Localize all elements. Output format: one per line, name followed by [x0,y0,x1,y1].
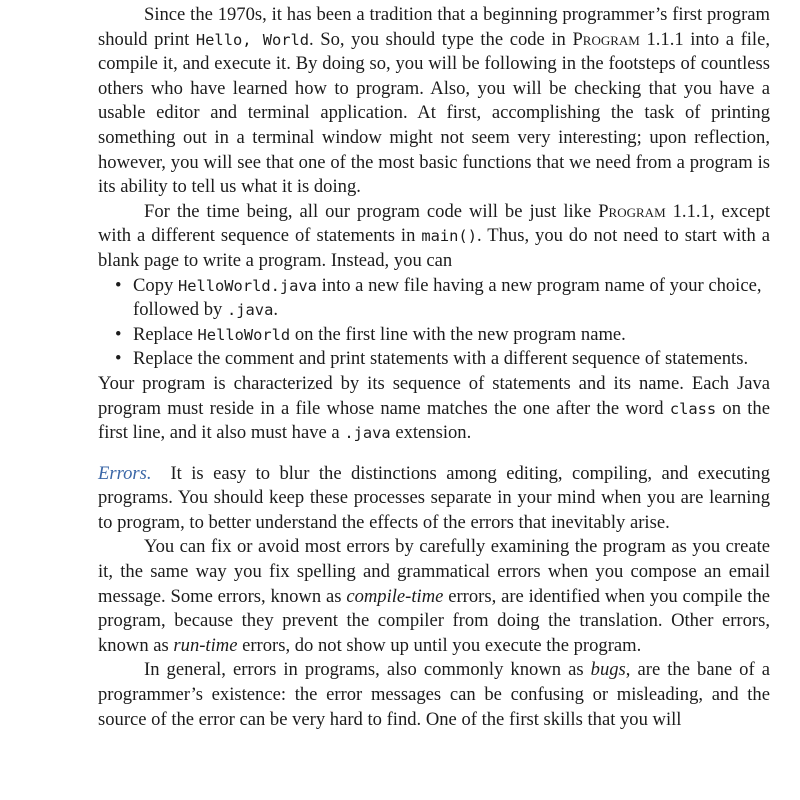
text: on the first line with the new program name. [290,323,626,345]
code-extension: .java [344,424,391,443]
text: In general, errors in programs, also commonly known as [144,659,591,681]
list-item [98,274,770,323]
bullet-icon: • [115,274,122,296]
paragraph-program-code [98,200,770,274]
term-run-time: run-time [173,634,238,656]
text: errors, do not show up until you execute the program. [237,634,642,656]
text: into a new file having a new program name of your choice, followed by [133,274,762,321]
text: extension. [390,422,472,444]
paragraph-program-name [98,372,770,446]
list-item [98,347,770,372]
text: . [273,299,278,321]
text: , are the bane of a programmer’s existence: the error messages can be confusing or misleading, and the source of the error can be very hard to find. One of the first skills that you will [98,659,770,730]
bullet-icon: • [115,348,122,370]
text: Since the 1970s, it has been a tradition that a beginning programmer’s first program should print [98,4,770,50]
paragraph-errors [98,462,770,536]
code-classname: HelloWorld [197,325,291,344]
text: Replace [133,323,198,345]
code-extension: .java [227,301,274,320]
program-ref: Program [598,200,666,222]
bullet-icon: • [115,323,122,345]
paragraph-error-kinds [98,535,770,658]
text: on the first line, and it also must have a [98,397,770,444]
text: For the time being, all our program code will be just like [144,200,599,222]
text: 1.1.1, except with a different sequence of statements in [98,200,770,247]
text: Your program is characterized by its sequence of statements and its name. Each Java program must reside in a file whose name matches the one after the word [98,372,770,419]
text: You can fix or avoid most errors by carefully examining the program as you create it, the same way you fix spelling and grammatical errors when you compose an email message. Some errors, known as [98,536,770,607]
paragraph-bugs [98,658,770,732]
list-item [98,323,770,348]
term-compile-time: compile-time [346,585,444,607]
text: . So, you should type the code in [309,28,573,50]
text: It is easy to blur the distinctions among editing, compiling, and executing programs. You should keep these processes separate in your mind when you are learning to program, to better understand the effects of the errors that inevitably arise. [98,462,771,533]
text: Copy [133,274,178,296]
term-bugs: bugs [590,659,626,681]
text: Replace the comment and print statements with a different sequence of statements. [133,348,749,370]
section-heading-errors: Errors. [98,462,152,484]
paragraph-hello-world [98,0,770,200]
steps-list [98,274,770,372]
text: errors, are identified when you compile the program, because they prevent the compiler from doing the translation. Other errors, known as [98,585,770,656]
code-hello-world: Hello, World [195,30,310,49]
text: . Thus, you do not need to start with a blank page to write a program. Instead, you can [98,225,770,271]
section-gap [98,446,770,462]
text: 1.1.1 into a file, compile it, and execute it. By doing so, you will be following in the footsteps of countless others who have learned how to program. Also, you will be checking that you have a usable editor and terminal application. At first, accomplishing the task of printing something out in a terminal window might not seem very interesting; upon reflection, however, you will see that one of the most basic functions that we need from a program is its ability to tell us what it is doing. [98,28,770,198]
code-main: main() [421,227,477,246]
code-filename: HelloWorld.java [177,276,317,295]
program-ref: Program [572,28,640,50]
code-class-keyword: class [669,399,717,418]
